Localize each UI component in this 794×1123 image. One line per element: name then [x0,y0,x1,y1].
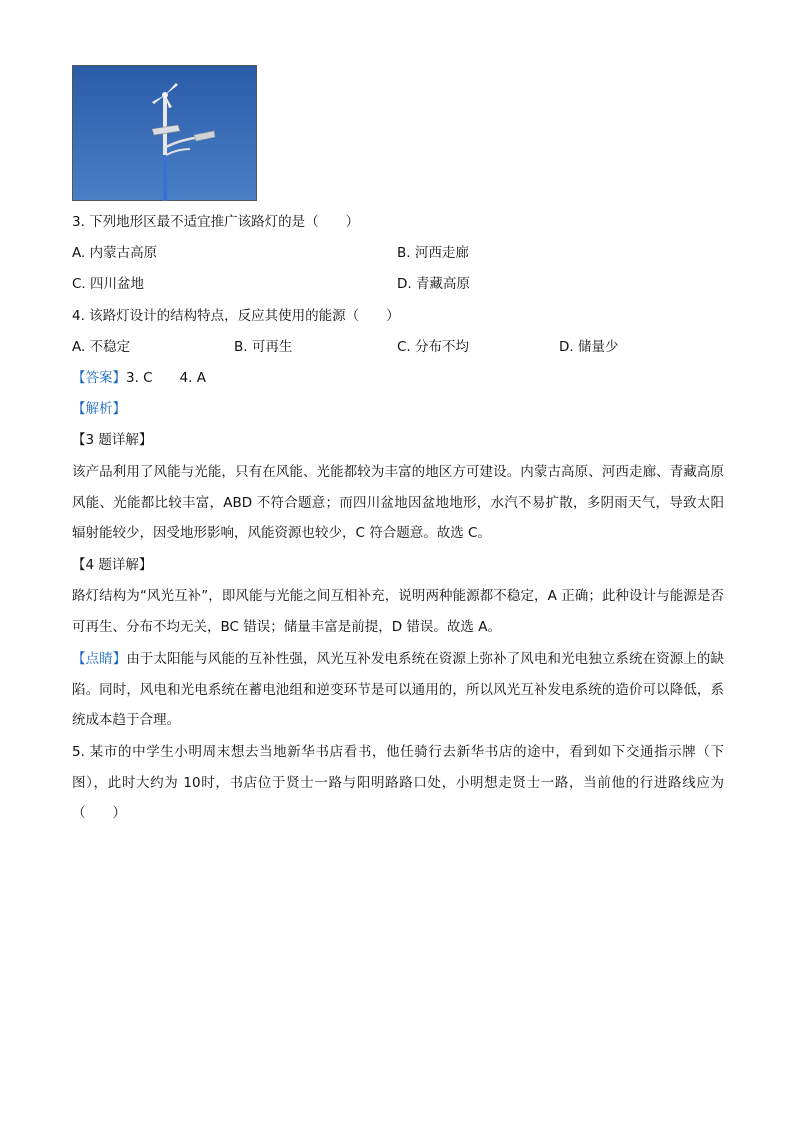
question-3-option-a: A. 内蒙古高原 [72,245,158,261]
answer-tag: 【答案】 [72,370,126,386]
answer-line [72,368,206,388]
question-3-option-b: B. 河西走廊 [397,245,469,261]
question-4-option-a: A. 不稳定 [72,339,131,355]
comment-text: 由于太阳能与风能的互补性强，风光互补发电系统在资源上弥补了风电和光电独立系统在资源上的缺陷。同时，风电和光电系统在蓄电池组和逆变环节是可以通用的，所以风光互补发电系统的造价可以降低，系统成本趋于合理。 [72,651,725,728]
analysis-tag: 【解析】 [72,401,126,417]
street-lamp-photo [72,65,257,201]
detail-4-text: 路灯结构为“风光互补”，即风能与光能之间互相补充，说明两种能源都不稳定，A 正确；此种设计与能源是否可再生、分布不均无关，BC 错误；储量丰富是前提，D 错误。故选 A。 [72,588,724,635]
question-3-option-d: D. 青藏高原 [397,276,470,292]
question-4-option-b: B. 可再生 [234,339,293,355]
question-4-option-c: C. 分布不均 [397,339,470,355]
question-3-option-c: C. 四川盆地 [72,276,145,292]
answer-text: 3. C 4. A [126,370,207,386]
detail-3-text: 该产品利用了风能与光能，只有在风能、光能都较为丰富的地区方可建设。内蒙古高原、河西走廊、青藏高原风能、光能都比较丰富，ABD 不符合题意；而四川盆地因盆地地形，水汽不易扩散，多阴雨天气，导致太阳辐射能较少，因受地形影响，风能资源也较少，C 符合题意。故选 C。 [72,464,724,541]
detail-3-title: 【3 题详解】 [72,432,153,448]
question-5-stem: 5. 某市的中学生小明周末想去当地新华书店看书，他任骑行去新华书店的途中，看到如下交通指示牌（下图），此时大约为 10时，书店位于贤士一路与阳明路路口处，小明想走贤士一路，当前他的行进路线应为（ ） [72,744,724,821]
comment-tag: 【点睛】 [72,651,127,667]
question-4-option-d: D. 储量少 [559,339,619,355]
detail-4-title: 【4 题详解】 [72,557,153,573]
question-4-stem: 4. 该路灯设计的结构特点，反应其使用的能源（ ） [72,308,400,324]
comment-paragraph [72,644,724,736]
question-3-stem: 3. 下列地形区最不适宜推广该路灯的是（ ） [72,214,360,230]
